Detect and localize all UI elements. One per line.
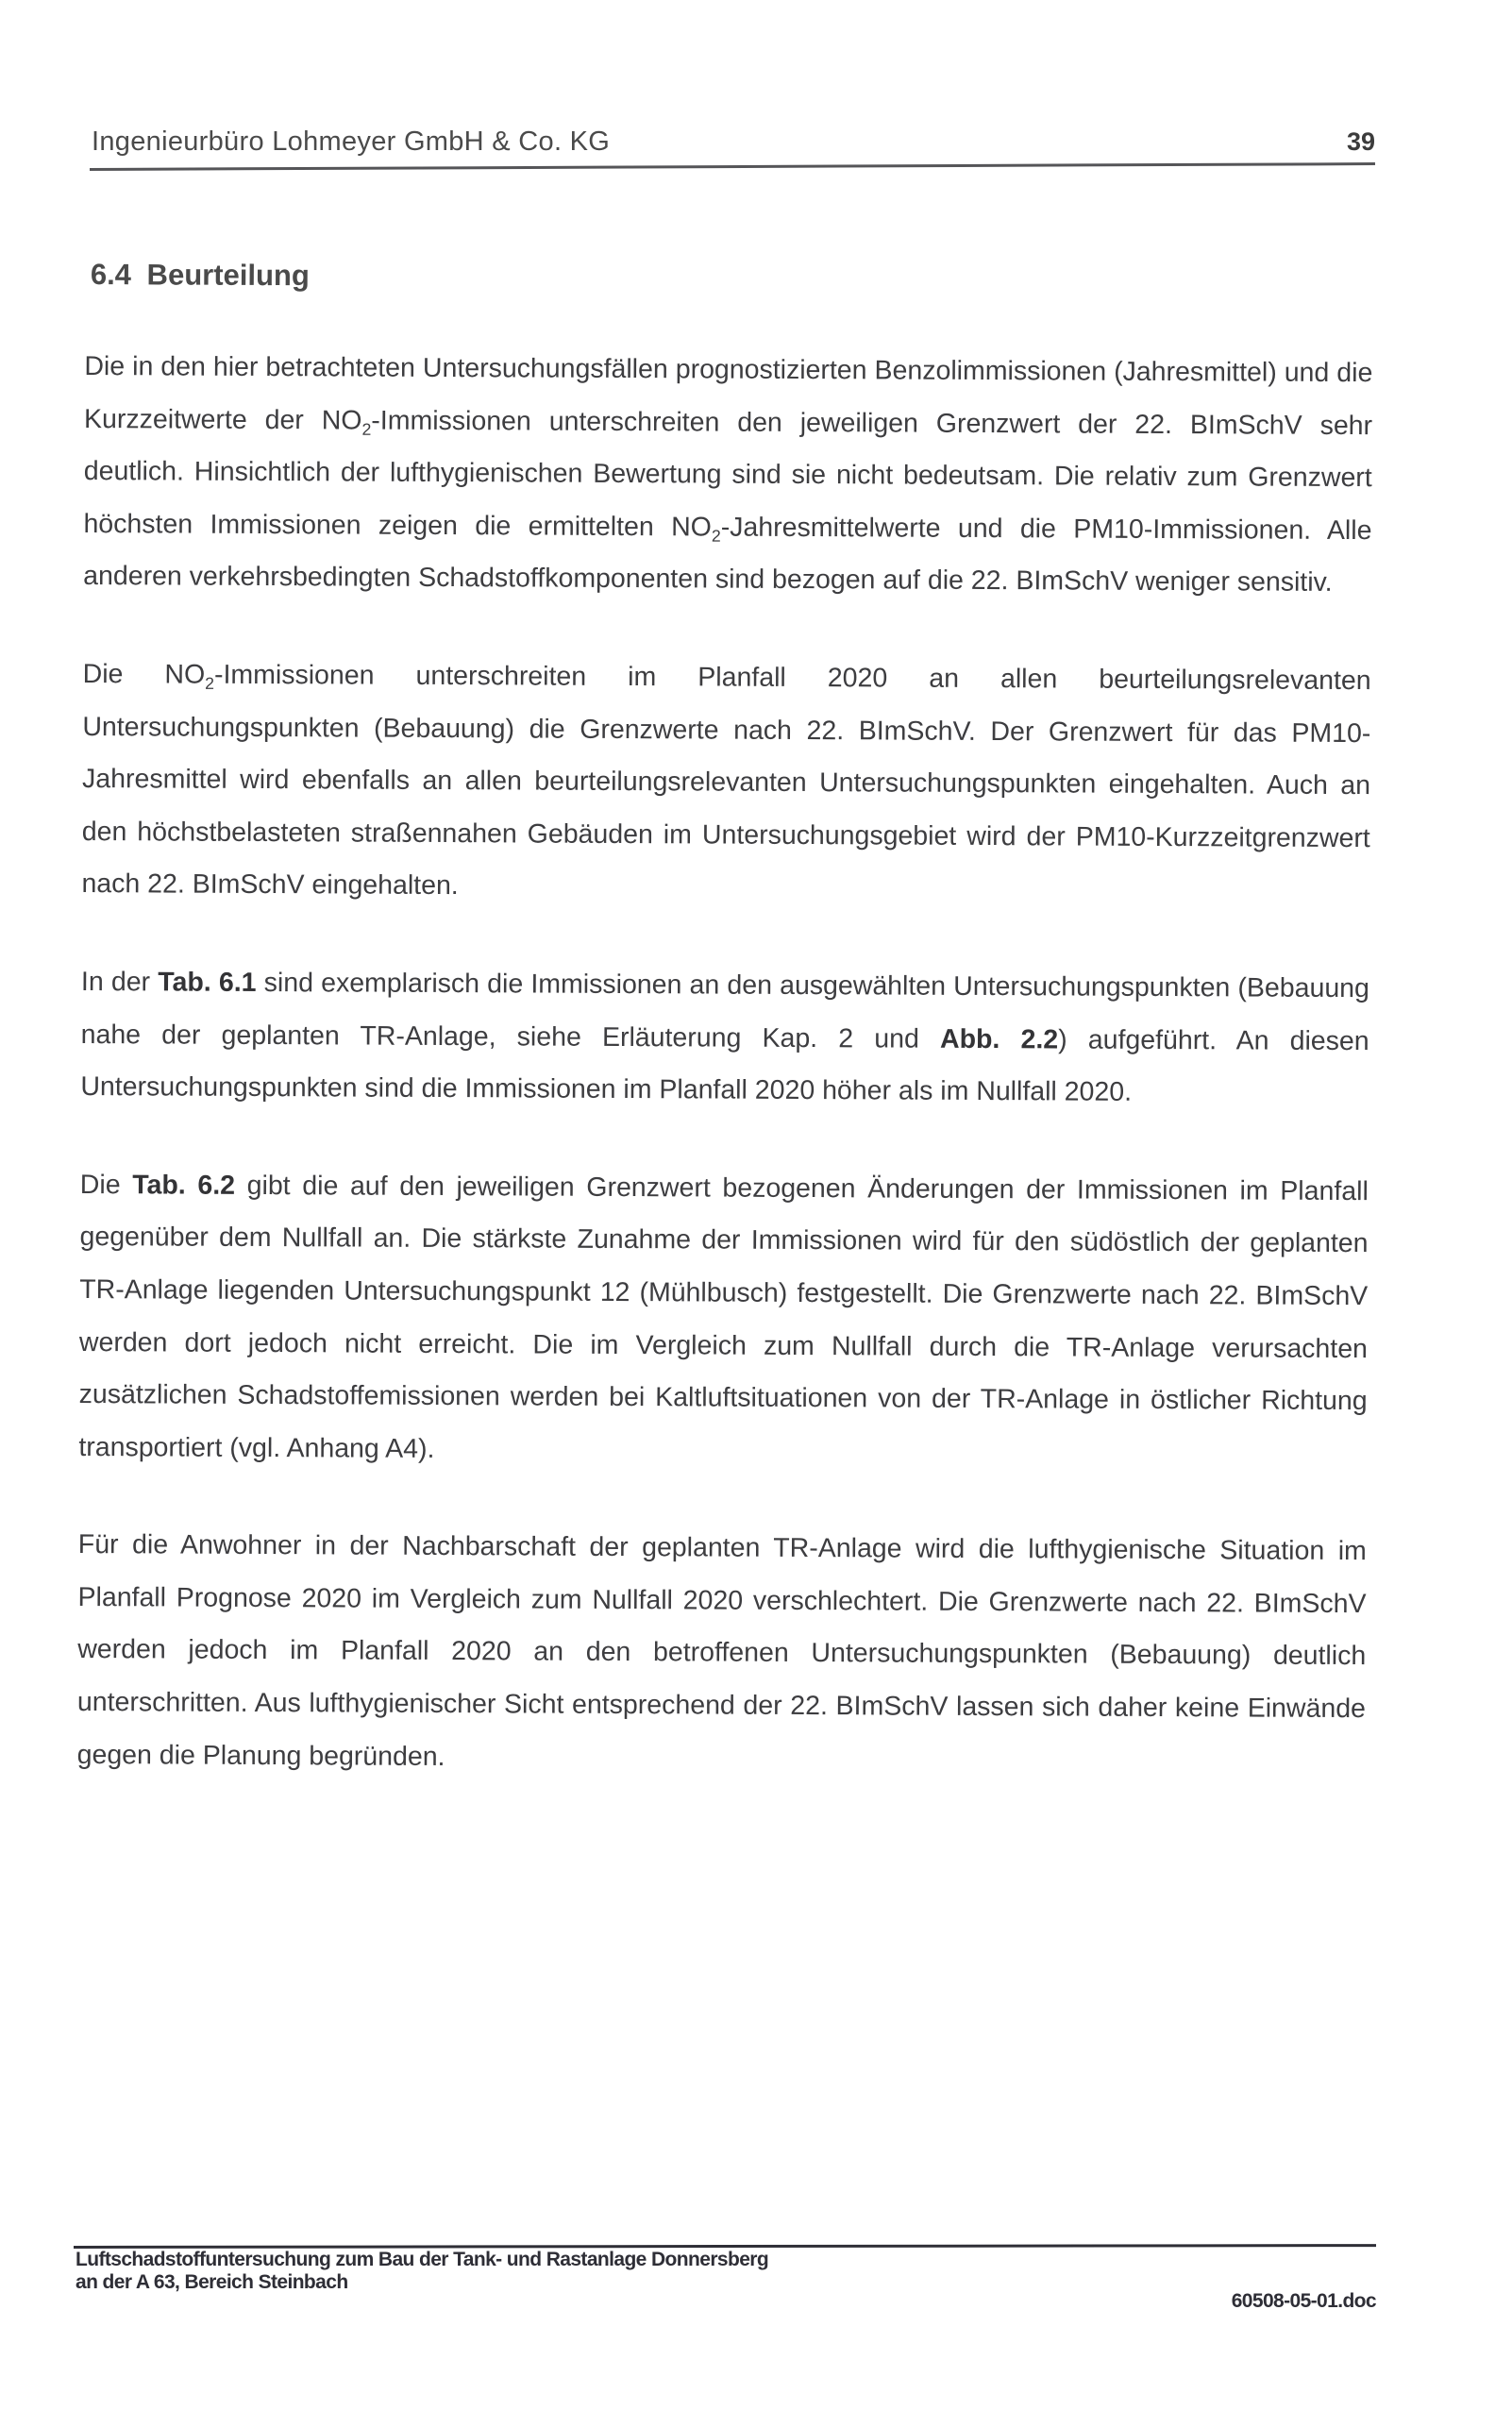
paragraph [77, 1519, 1367, 1788]
page-number: 39 [1346, 127, 1375, 156]
paragraph [78, 1159, 1369, 1481]
subscript: 2 [361, 419, 372, 439]
text-run: -Immissionen unterschreiten im Planfall 2020 an allen beurteilungsrelevanten Untersuchungspunkten (Bebauung) die Grenzwerte nach 22. BImSchV. Der Grenzwert für das PM10-Jahresmittel wird ebenfalls an allen beurteilungsrelevanten Untersuchungspunkten eingehalten. Auch an den höchstbelasteten straßennahen Gebäuden im Untersuchungsgebiet wird der PM10-Kurzzeitgrenzwert nach 22. BImSchV eingehalten. [81, 659, 1371, 902]
section-number: 6.4 [90, 258, 132, 292]
footer-title-line2: an der A 63, Bereich Steinbach [76, 2271, 348, 2293]
text-run: Die in den hier betrachteten Untersuchungsfällen prognostizierten Benzolimmissionen (Jahresmittel) und die Kurzzeitwerte der NO [83, 350, 1373, 436]
text-run: gibt die auf den jeweiligen Grenzwert bezogenen Änderungen der Immissionen im Planfall gegenüber dem Nullfall an. Die stärkste Zunahme der Immissionen wird für den südöstlich der geplanten TR-Anlage liegenden Untersuchungspunkt 12 (Mühlbusch) festgestellt. Die Grenzwerte nach 22. BImSchV werden dort jedoch nicht erreicht. Die im Vergleich zum Nullfall durch die TR-Anlage verursachten zusätzlichen Schadstoffemissionen werden bei Kaltluftsituationen von der TR-Anlage in östlicher Richtung transportiert (vgl. Anhang A4). [78, 1170, 1369, 1464]
text-run: In der [80, 966, 159, 998]
subscript: 2 [711, 526, 721, 546]
footer-doc-id: 60508-05-01.doc [1231, 2290, 1376, 2312]
text-run: Die [79, 1169, 133, 1200]
body-text [77, 341, 1373, 1788]
header-company: Ingenieurbüro Lohmeyer GmbH & Co. KG [92, 126, 611, 157]
bold-reference: Tab. 6.2 [132, 1169, 236, 1201]
text-run: Die NO [82, 658, 206, 690]
page-content [76, 253, 1373, 1833]
text-run: -Immissionen unterschreiten den jeweiligen Grenzwert der 22. BImSchV sehr deutlich. Hinsichtlich der lufthygienischen Bewertung sind sie nicht bedeutsam. Die relativ zum Grenzwert höchsten Immissionen zeigen die ermittelten NO [83, 405, 1373, 543]
text-run: Für die Anwohner in der Nachbarschaft der geplanten TR-Anlage wird die lufthygienische Situation im Planfall Prognose 2020 im Vergleich zum Nullfall 2020 verschlechtert. Die Grenzwerte nach 22. BImSchV werden jedoch im Planfall 2020 an den betroffenen Untersuchungspunkten (Bebauung) deutlich unterschritten. Aus lufthygienischer Sicht entsprechend der 22. BImSchV lassen sich daher keine Einwände gegen die Planung begründen. [76, 1529, 1367, 1772]
footer-title-line1: Luftschadstoffuntersuchung zum Bau der Tank- und Rastanlage Donnersberg [76, 2249, 769, 2270]
paragraph [83, 341, 1372, 610]
text-run: ) aufgeführt. An diesen Untersuchungspunkten sind die Immissionen im Planfall 2020 höher als im Nullfall 2020. [80, 1023, 1369, 1107]
paragraph [81, 649, 1370, 918]
paragraph [80, 956, 1369, 1121]
page-footer [76, 2249, 1376, 2324]
section-title: Beurteilung [146, 258, 310, 293]
subscript: 2 [205, 673, 215, 693]
section-heading [91, 253, 1373, 303]
text-run: sind exemplarisch die Immissionen an den ausgewählten Untersuchungspunkten (Bebauung nahe der geplanten TR-Anlage, siehe Erläuterung Kap. 2 und [80, 967, 1370, 1054]
bold-reference: Tab. 6.1 [158, 967, 257, 998]
footer-title [76, 2249, 768, 2294]
text-run: -Jahresmittelwerte und die PM10-Immissionen. Alle anderen verkehrsbedingten Schadstoffkomponenten sind bezogen auf die 22. BImSchV weniger sensitiv. [83, 512, 1372, 599]
bold-reference: Abb. 2.2 [939, 1023, 1059, 1054]
